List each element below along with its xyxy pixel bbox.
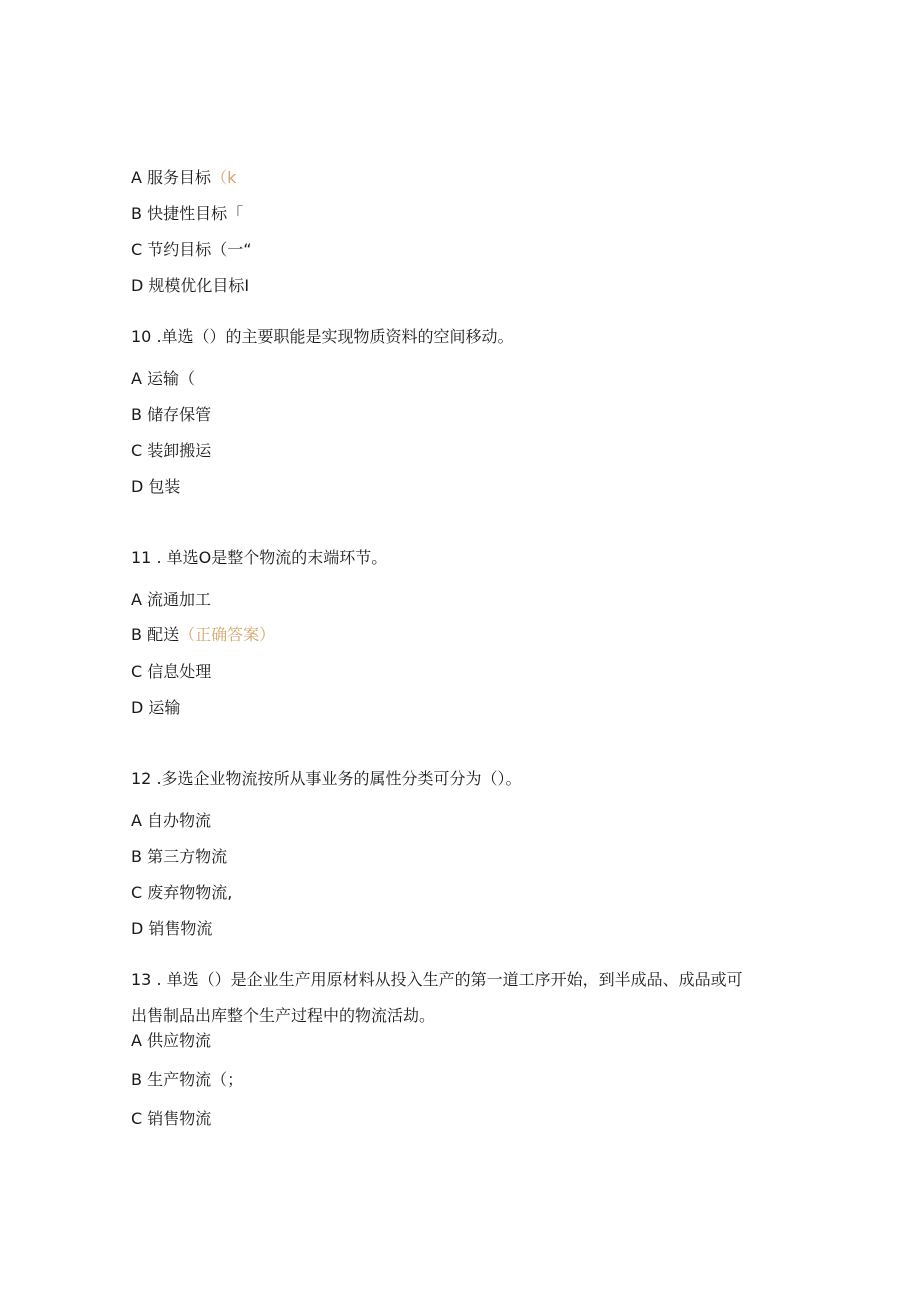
option-letter: B (131, 1070, 142, 1089)
q10-option-b (131, 405, 211, 425)
q12-option-c (131, 883, 232, 903)
q10-stem: 10 .单选（）的主要职能是实现物质资料的空间移动。 (131, 327, 514, 346)
option-text: 包装 (148, 477, 181, 496)
option-text: 运输 (148, 698, 181, 717)
option-letter: A (131, 369, 142, 388)
q13-option-c (131, 1109, 211, 1129)
q9-option-a (131, 168, 236, 188)
q12-option-d (131, 919, 212, 939)
q9-option-c (131, 240, 252, 260)
option-text: 生产物流（； (147, 1070, 244, 1089)
q11-option-a (131, 590, 211, 610)
option-letter: B (131, 847, 142, 866)
option-letter: B (131, 625, 142, 644)
q9-option-d (131, 276, 249, 296)
option-letter: A (131, 168, 142, 187)
option-text: 规模优化目标I (148, 276, 250, 295)
option-text: 装卸搬运 (147, 441, 212, 460)
option-text: 信息处理 (147, 662, 212, 681)
q10-option-d (131, 477, 180, 497)
option-text: 供应物流 (147, 1031, 212, 1050)
q12-option-b (131, 847, 227, 867)
option-text: 自办物流 (147, 811, 212, 830)
option-letter: D (131, 919, 144, 938)
option-letter: D (131, 698, 144, 717)
option-letter: D (131, 276, 144, 295)
answer-mark: （k (211, 168, 237, 187)
option-text: 流通加工 (147, 590, 212, 609)
q12-option-a (131, 811, 211, 831)
q10-option-c (131, 441, 211, 461)
answer-mark: （正确答案） (179, 625, 276, 644)
option-text: 服务目标 (147, 168, 212, 187)
q11-option-c (131, 662, 211, 682)
q13-stem-line1: 13 . 单选（）是企业生产用原材料从投入生产的第一道工序开始，到半成品、成品或可 (131, 970, 743, 989)
option-letter: A (131, 590, 142, 609)
q13-option-b (131, 1070, 243, 1090)
option-text: 节约目标（一“ (147, 240, 252, 259)
option-letter: C (131, 240, 143, 259)
option-text: 销售物流 (148, 919, 213, 938)
option-text: 配送 (147, 625, 180, 644)
option-letter: A (131, 811, 142, 830)
option-letter: C (131, 1109, 143, 1128)
option-letter: C (131, 662, 143, 681)
q11-option-b (131, 625, 275, 645)
option-text: 第三方物流 (147, 847, 228, 866)
q10-option-a (131, 369, 195, 389)
option-text: 储存保管 (147, 405, 212, 424)
option-letter: B (131, 405, 142, 424)
q12-stem: 12 .多选企业物流按所从事业务的属性分类可分为（）。 (131, 769, 522, 788)
option-text: 快捷性目标「 (147, 204, 244, 223)
option-text: 销售物流 (147, 1109, 212, 1128)
q9-option-b (131, 204, 243, 224)
option-letter: C (131, 883, 143, 902)
option-letter: B (131, 204, 142, 223)
q13-stem-line2: 出售制品出库整个生产过程中的物流活劫。 (131, 1006, 436, 1025)
option-letter: D (131, 477, 144, 496)
q11-stem: 11 . 单选O是整个物流的末端环节。 (131, 548, 388, 567)
option-letter: A (131, 1031, 142, 1050)
option-letter: C (131, 441, 143, 460)
option-text: 废弃物物流, (147, 883, 233, 902)
q13-option-a (131, 1031, 211, 1051)
q11-option-d (131, 698, 180, 718)
option-text: 运输（ (147, 369, 196, 388)
